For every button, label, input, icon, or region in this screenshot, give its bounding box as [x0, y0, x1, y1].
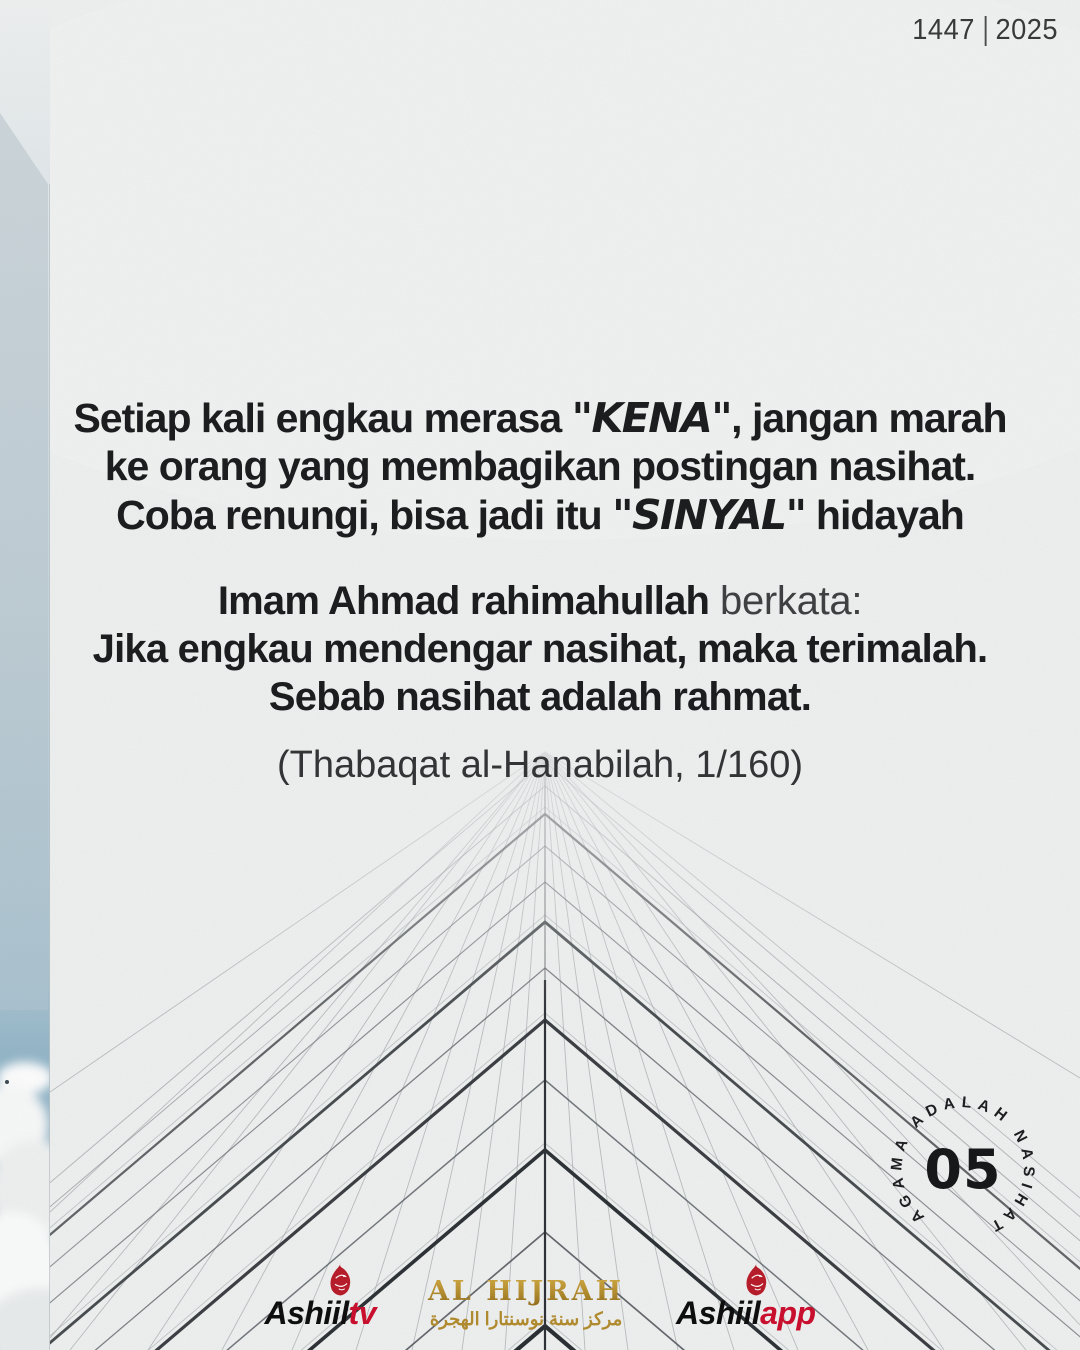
svg-text:AGAMA ADALAH NASIHAT: AGAMA ADALAH NASIHAT: [888, 1093, 1038, 1238]
narration-line-2: Sebab nasihat adalah rahmat.: [268, 675, 812, 719]
logo-al-hijrah: [406, 1276, 646, 1332]
quote-line-1: [40, 394, 1040, 442]
citation: (Thabaqat al-Hanabilah, 1/160): [276, 744, 803, 786]
quote-line-3-tail: hidayah: [805, 491, 964, 538]
al-hijrah-title: AL HIJRAH: [406, 1276, 646, 1307]
year-hijri: 1447: [912, 14, 975, 46]
ashiil-text: Ashiil: [676, 1295, 761, 1331]
quote-line-1-text: Setiap kali engkau merasa: [73, 395, 572, 441]
quote-line-1-tail: , jangan marah: [731, 395, 1007, 441]
ashiil-text: Ashiil: [264, 1295, 349, 1331]
al-hijrah-arabic-subtitle: مركز سنة نوسنتارا الهجرة: [429, 1309, 623, 1329]
flame-calligraphy-icon: [742, 1261, 772, 1297]
speaker-suffix: berkata:: [709, 579, 863, 623]
quote-highlight-sinyal: "SINYAL": [612, 490, 806, 539]
series-badge: [876, 1081, 1050, 1255]
flame-calligraphy-icon: [326, 1261, 356, 1297]
footer-logos: [0, 1258, 1080, 1342]
narration-speaker-line: [40, 577, 1040, 625]
app-text: app: [760, 1295, 816, 1331]
speaker-name: Imam Ahmad rahimahullah: [217, 579, 710, 623]
quote-block: [40, 394, 1040, 539]
year-label: [912, 14, 1058, 47]
tv-text: tv: [348, 1295, 377, 1331]
ashiiltv-wordmark: [264, 1295, 376, 1332]
narration-block: [40, 577, 1040, 789]
quote-line-2: ke orang yang membagikan postingan nasihat.: [104, 443, 976, 490]
year-gregorian: 2025: [995, 14, 1058, 46]
logo-ashiilapp: [676, 1265, 816, 1332]
quote-line-3: [40, 491, 1040, 539]
ashiilapp-wordmark: [676, 1295, 816, 1332]
quote-highlight-kena: "KENA": [571, 394, 732, 442]
quote-line-3-text: Coba renungi, bisa jadi itu: [116, 491, 613, 538]
narration-line-1: Jika engkau mendengar nasihat, maka terimalah.: [92, 627, 988, 671]
logo-ashiiltv: [264, 1265, 376, 1332]
year-divider: [984, 16, 986, 46]
series-number: 05: [924, 1137, 1002, 1201]
